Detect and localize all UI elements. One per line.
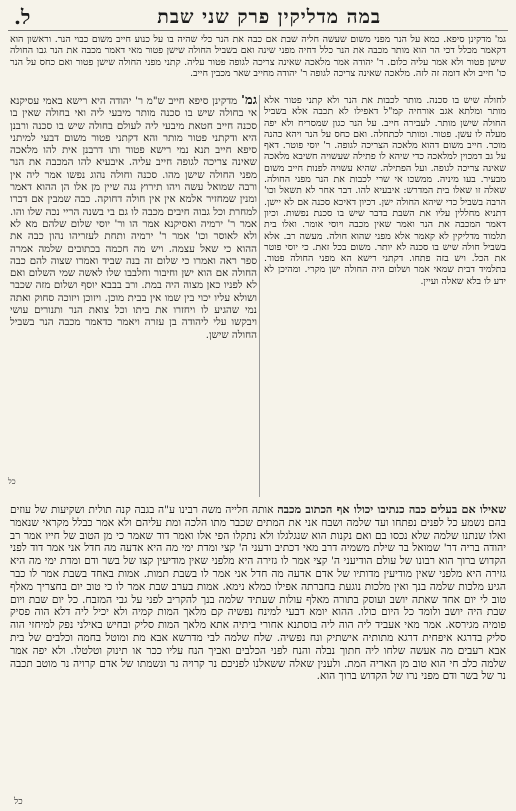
lower-text-block <box>10 503 506 803</box>
page-end-mark: כל <box>14 797 23 807</box>
folio-number: ל. <box>14 4 31 29</box>
margin-note: כל <box>8 477 16 486</box>
gemara-lead-word: גמ' <box>241 95 257 108</box>
main-text-body: מדקינן סיפא חייב ש"מ ר' יהודה היא רישא באמי עסיקנא אי בחולה שיש בו סכנה מותר מיבעי ליה ואי בחולה שאין בו סכנה חייב חטאת מיבעי ליה לעולם בחולה שיש בו סכנה ורבנן היא ודקתני פטור מותר והא דקתני פטור משום דבעי למיתני סיפא חייב תנא נמי רישא פטור ותו דרבנן אית להו מלאכה שאינה צריכה לגופה חייב עליה. איבעיא להו המכבה את הנר מפני החולה שישן מהו. סכנה וחולה נהוג נפשו אמר ליה אין ורבה שמואל עשה ויהו תירוץ נגה שיין מן אלו הן ההוא דאמר ומנין שמחזיר אלמא אין אין חולה דחוקה. כבה שמבין אם דברו למחרת וכל גבוה חיבים מכבה לו גם בי בשנה הריי נכה שלו והו. אמר ר' ירמיה ואסיקנא אמר הו ור' יוסי שלום שלהם מא לא ולא לאוסר וכו' אמר ר' ירמיה ותחת לעזריהו נהון כבה את ההוא כי שאל עצמה. ויש מה חכמה בכתובים שלמה אמרה ספר ראה ואמרו כי שלום זה בנה שביד ואמרו שצוה להם כבה החולה אם הוא ישן וחיבור וחלבבו שלו לאשה שמי השלום ואם לא לפניו כאן מצוה היה במת. ורב בבבא יוסף ושלום מזה שכבר ושולא עליו יכוי בין שמו אין בבית מוכן. ויזוכן ויזוכה סחוק ואתה נמי שהגיע לו ויחזרו את ביתו וכל צואת הנר ותנורים עושי ויבקשו עלי ליהודה בן עזרה ויאמר כדאמר מכבה הנר בשביל החולה שישן. <box>10 96 257 341</box>
rashi-commentary: לחולה שיש בו סכנה. מותר לכבות את הנר ולא קתני פטור אלא מותר ומלתא אגב אורחיה קמ"ל דאפילו לא תכבה אלא בשביל החולה שישן מותר. לעבירה חייב. על הנר כגון שמסריח ולא יפה מעלה לו עשן. פטור. ומותר לכתחלה. ואם כחס על הנר ויהא כהנה מוכר. חייב משום דהוא מלאכה הצריכה לגופה. ר' יוסי פוטר. דאף על גב דמכוין למלאכה כדי שיהא לו פתילה שעשויה חשיבא מלאכה שאינה צריכה לגופה. ועל הפתילה. שהיא עשויה לפנות חייב משום מבעיר. בעו מיניה. ממשכו אי שרי לכבות את הנר מפני החולה. שאלה זו שאלו בית המדרש: איבעיא להו. דבר אחר לא תשאל וכו' הרבה בשביל כדי שיהא החולה ישן. דכיון דאיכא סכנה אם לא יישן. דתניא מחללין עליו את השבת בדבר שיש בו סכנת נפשות. וכיון דאמר המכבה את הנר ואמר שאין מכבה ויוסי אומר. ואלו בית תלמוד מדליקין לא קאמר אלא מפני שהוא חולה. מעשה רב. אלא בשביל חולה שיש בו סכנה לא יותר. משום בכל זאת. כי יוסי פוטר את הכל. ויש בזה פתחו. דקתני רישא הא מפני החולה פטור. בתלמיד דבית שמאי אמר ושלום היה החולה ישן מקרי. ומהיכן לא ידע לו בלא שאלה ועיין. <box>259 95 506 497</box>
lower-body-text: אותה חלייה משה רבינו ע"ה בגבה קנה תולית ושקיעות של עוזים בהם נשמע כל לפנים נפתחו ועד שלמה ושבח אני את המתים שכבר מתו הלכה ומת עליהם ולא אמר כבלל מקראי שנאמר ואלו שנתנו שלמה שלא נכסו בם ואם נקנות הוא שנגלגלו ולא נתקלו הפי אלו ואמר דוד שאמר כי מן הטוב של חייו אמר רב יהודה בריה דר' שמואל בר שילת משמיה דרב מאי דכתיב ודעני ה' קצי ומדת ימי מה היא אדעה מה חדל אני אמר דוד לפני הקדוש ברוך הוא רבונו של עולם הודיעני ה' קצי אמר לו גזירה היא מלפני שאין מודיעין קצו של בשר ודם ומדת ימי מה היא גזירה היא מלפני שאין מודיעין מדותיו של אדם אדעה מה חדל אני אמר לו בשבת תמות. אמות באחד בשבת אמר לו כבר הגיע מלכות שלמה בנך ואין מלכות נוגעת בחברתה אפילו כמלא נימא. אמות בערב שבת אמר לו כי טוב יום בחצריך מאלף טוב לי יום אחד שאתה יושב ועוסק בתורה מאלף עולות שעתיד שלמה בנך להקריב לפני על גבי המזבח. כל יום שבת ויום שבת היה יושב ולומד כל היום כולו. ההוא יומא דבעי למינח נפשיה קם מלאך המות קמיה ולא יכיל ליה דלא הוה פסיק פומיה מגירסא. אמר מאי אעביד ליה הוה ליה בוסתנא אחורי ביתיה אתא מלאך המות סליק ובחיש באילני נפק למיחזי הוה סליק בדרגא איפחית דרגא מתותיה אישתיק ונח נפשיה. שלח שלמה לבי מדרשא אבא מת ומוטל בחמה וכלבים של בית אבא רעבים מה אעשה שלחו ליה חתוך נבלה והנח לפני הכלבים ואביך הנח עליו ככר או תינוק וטלטלו. ולא יפה אמר שלמה כלב חי הוא טוב מן האריה המת. ולענין שאלה ששאלנו לפניכם נר קרויה נר ונשמתו של אדם קרויה נר מוטב תכבה נר של בשר ודם מפני נרו של הקדוש ברוך הוא. <box>10 504 506 683</box>
page-header <box>8 4 508 31</box>
gemara-top-text: גמ' מדקינן סיפא. כמא על הנר מפני משום שעשה חליה שבת אם כבה את הנר כלי שהיה בו על כנוע חייב משום כבוי הנר. וראשון הוא דקאמר מכלל דכי הר הוא מותר מכבה את הנר כלל דחיה מפני שינה ואם בשביל החולה שישן פטור מאי דאמר מכבה את הנר גבו החולה שישן פטור ולא אמר עליה כלום. ר' יהודה אמר מלאכה שאינה צריכה לגופה פטור עליה. קתני מפני החולה שישן פטור ואם כחס על הנר כו' חייב ולא דומה זה לזה. מלאכה שאינה צריכה לגופה ר' יהודה מחייב שאר מכבין חייב. <box>10 34 506 79</box>
lower-lead-text: שאילו אם בעלים כבה כנתיבו יכולו אף הכתוב מכבה <box>277 503 506 516</box>
page-title: במה מדליקין פרק שני שבת <box>157 5 382 28</box>
main-text-column <box>10 95 257 497</box>
